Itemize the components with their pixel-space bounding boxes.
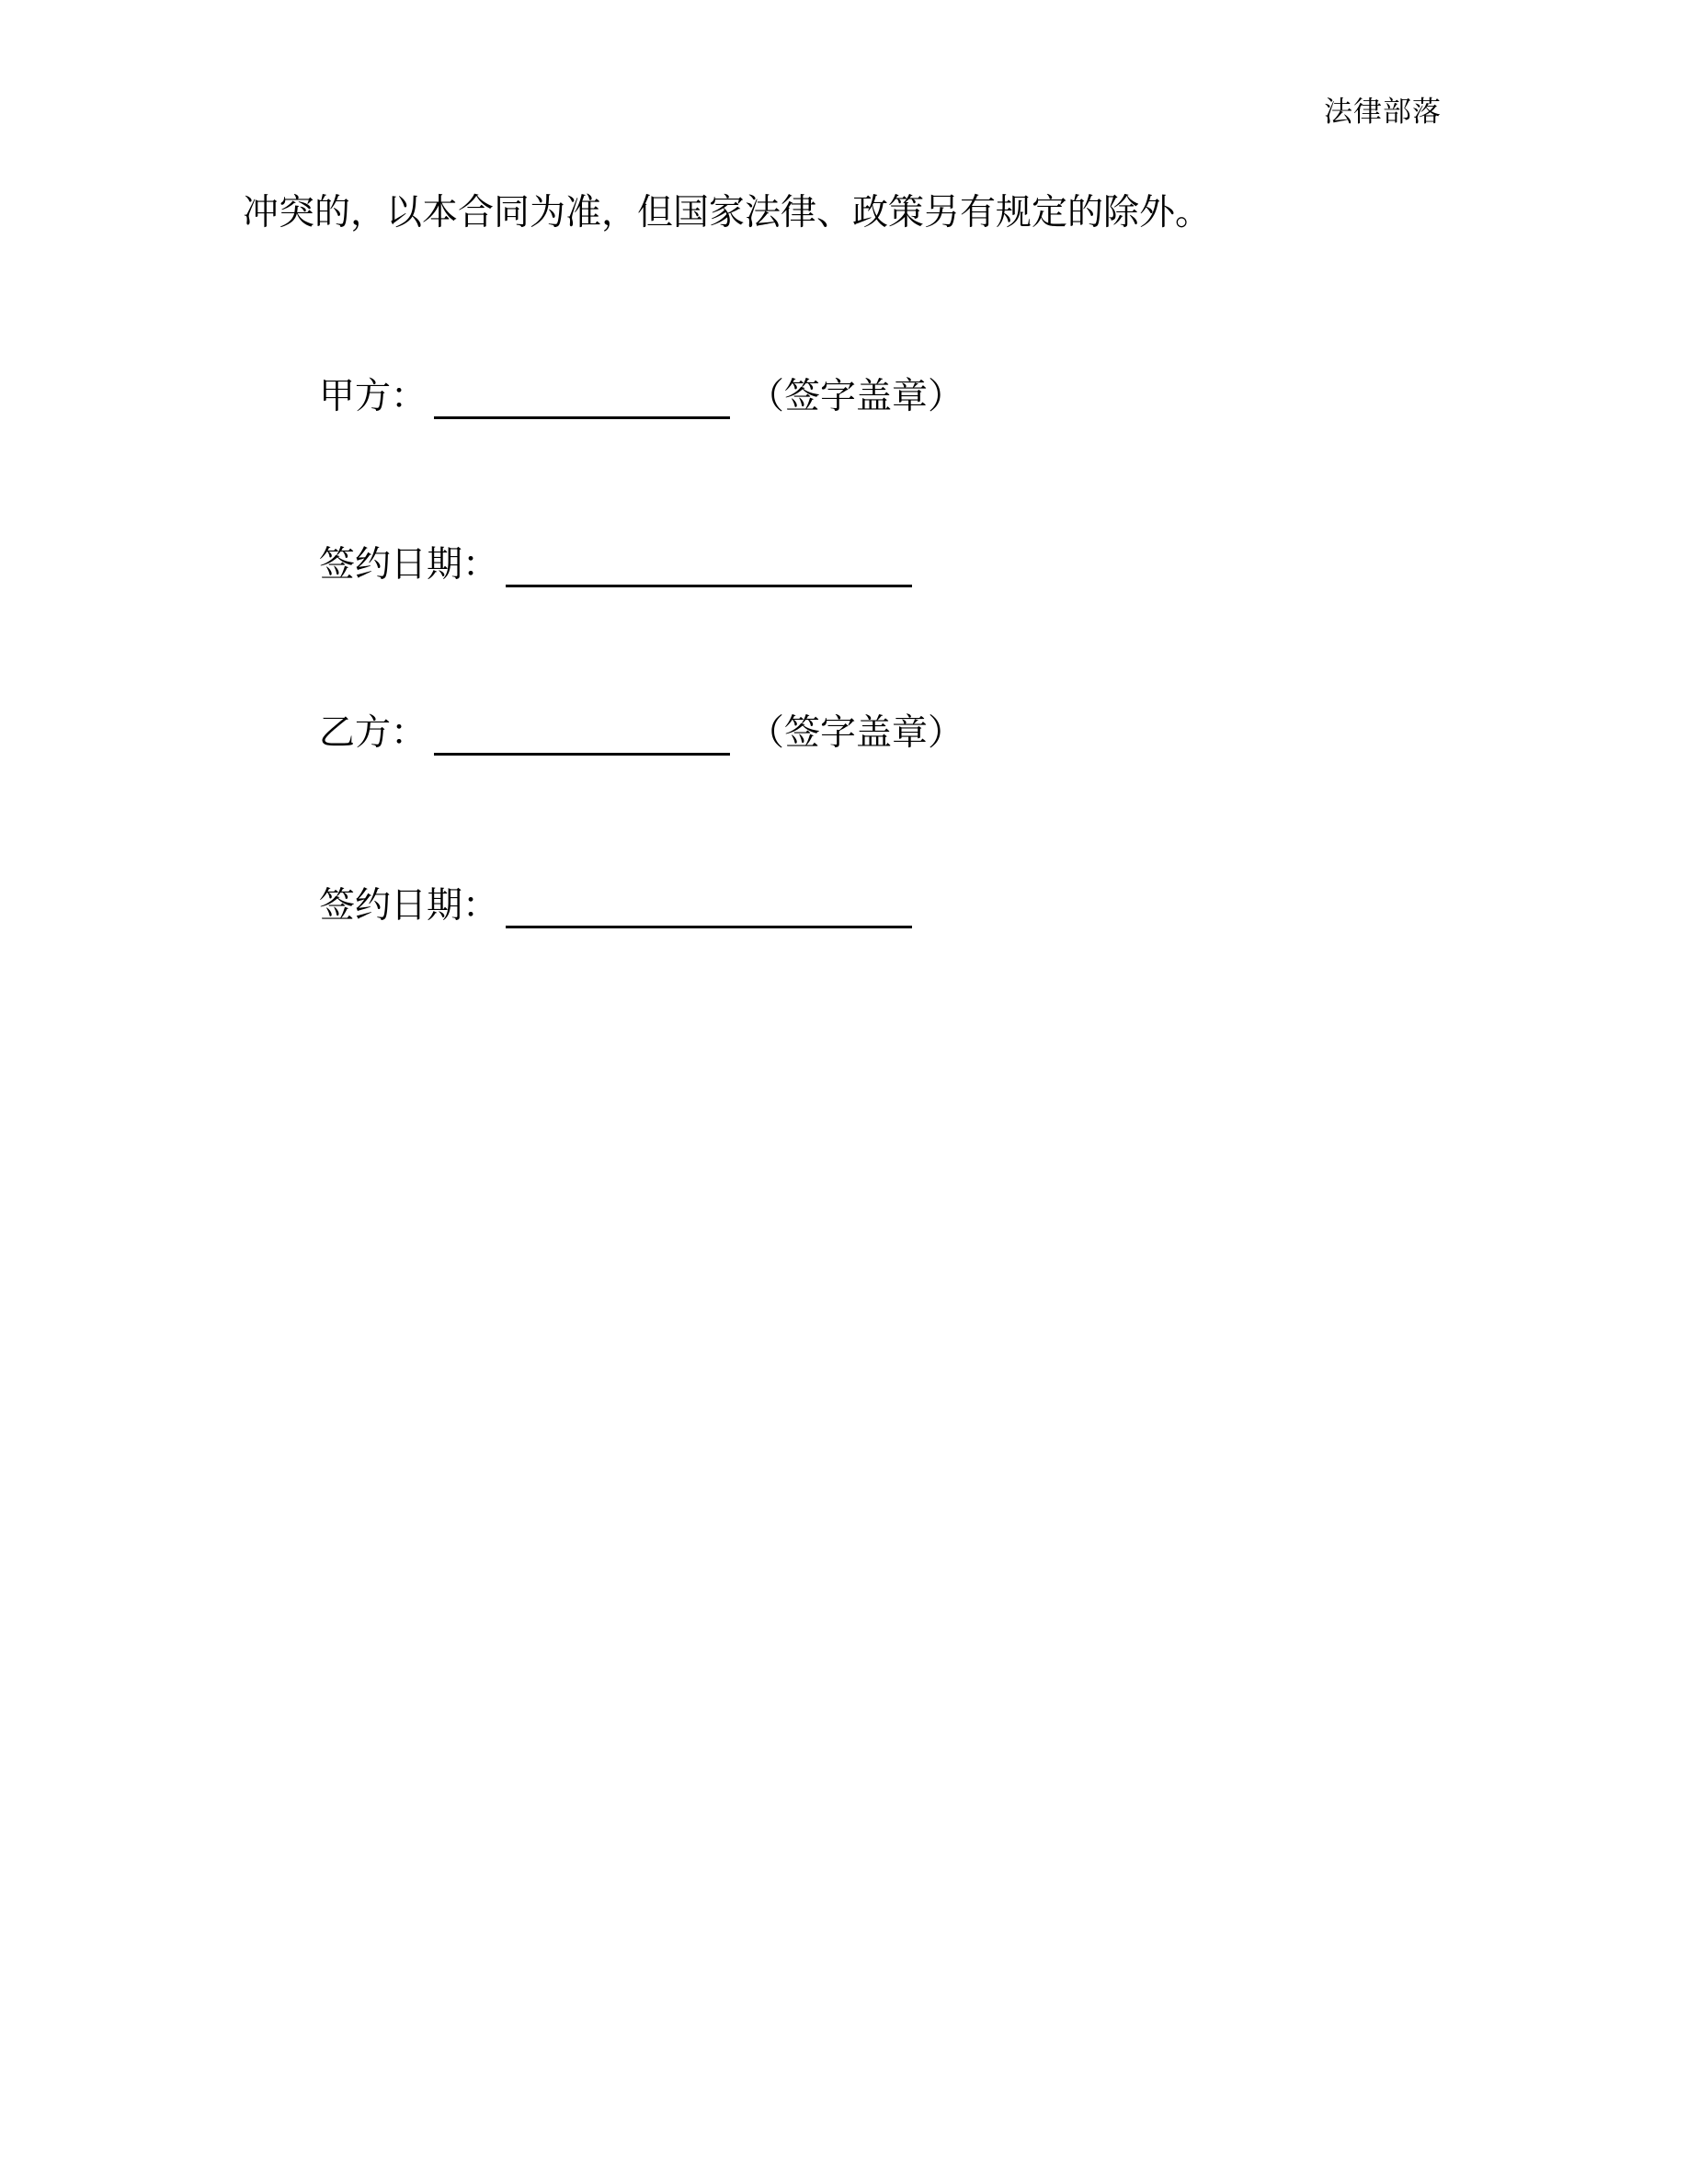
- party-b-label: 乙方：: [319, 713, 428, 753]
- sign-date-b-blank-field: [506, 885, 912, 928]
- party-b-seal-note: （签字盖章）: [748, 713, 964, 753]
- party-b-row: [319, 711, 964, 756]
- sign-date-a-blank-field: [506, 544, 912, 587]
- party-a-blank-field: [434, 376, 730, 419]
- contract-clause-text: 冲突的，以本合同为准，但国家法律、政策另有规定的除外。: [243, 193, 1212, 233]
- sign-date-a-row: [319, 543, 912, 587]
- sign-date-b-label: 签约日期：: [319, 886, 499, 926]
- party-b-blank-field: [434, 712, 730, 756]
- party-a-seal-note: （签字盖章）: [748, 377, 964, 416]
- party-a-row: [319, 375, 964, 419]
- site-watermark-text: 法律部落: [1324, 96, 1442, 128]
- sign-date-b-row: [319, 884, 912, 928]
- sign-date-a-label: 签约日期：: [319, 545, 499, 585]
- party-a-label: 甲方：: [319, 377, 428, 416]
